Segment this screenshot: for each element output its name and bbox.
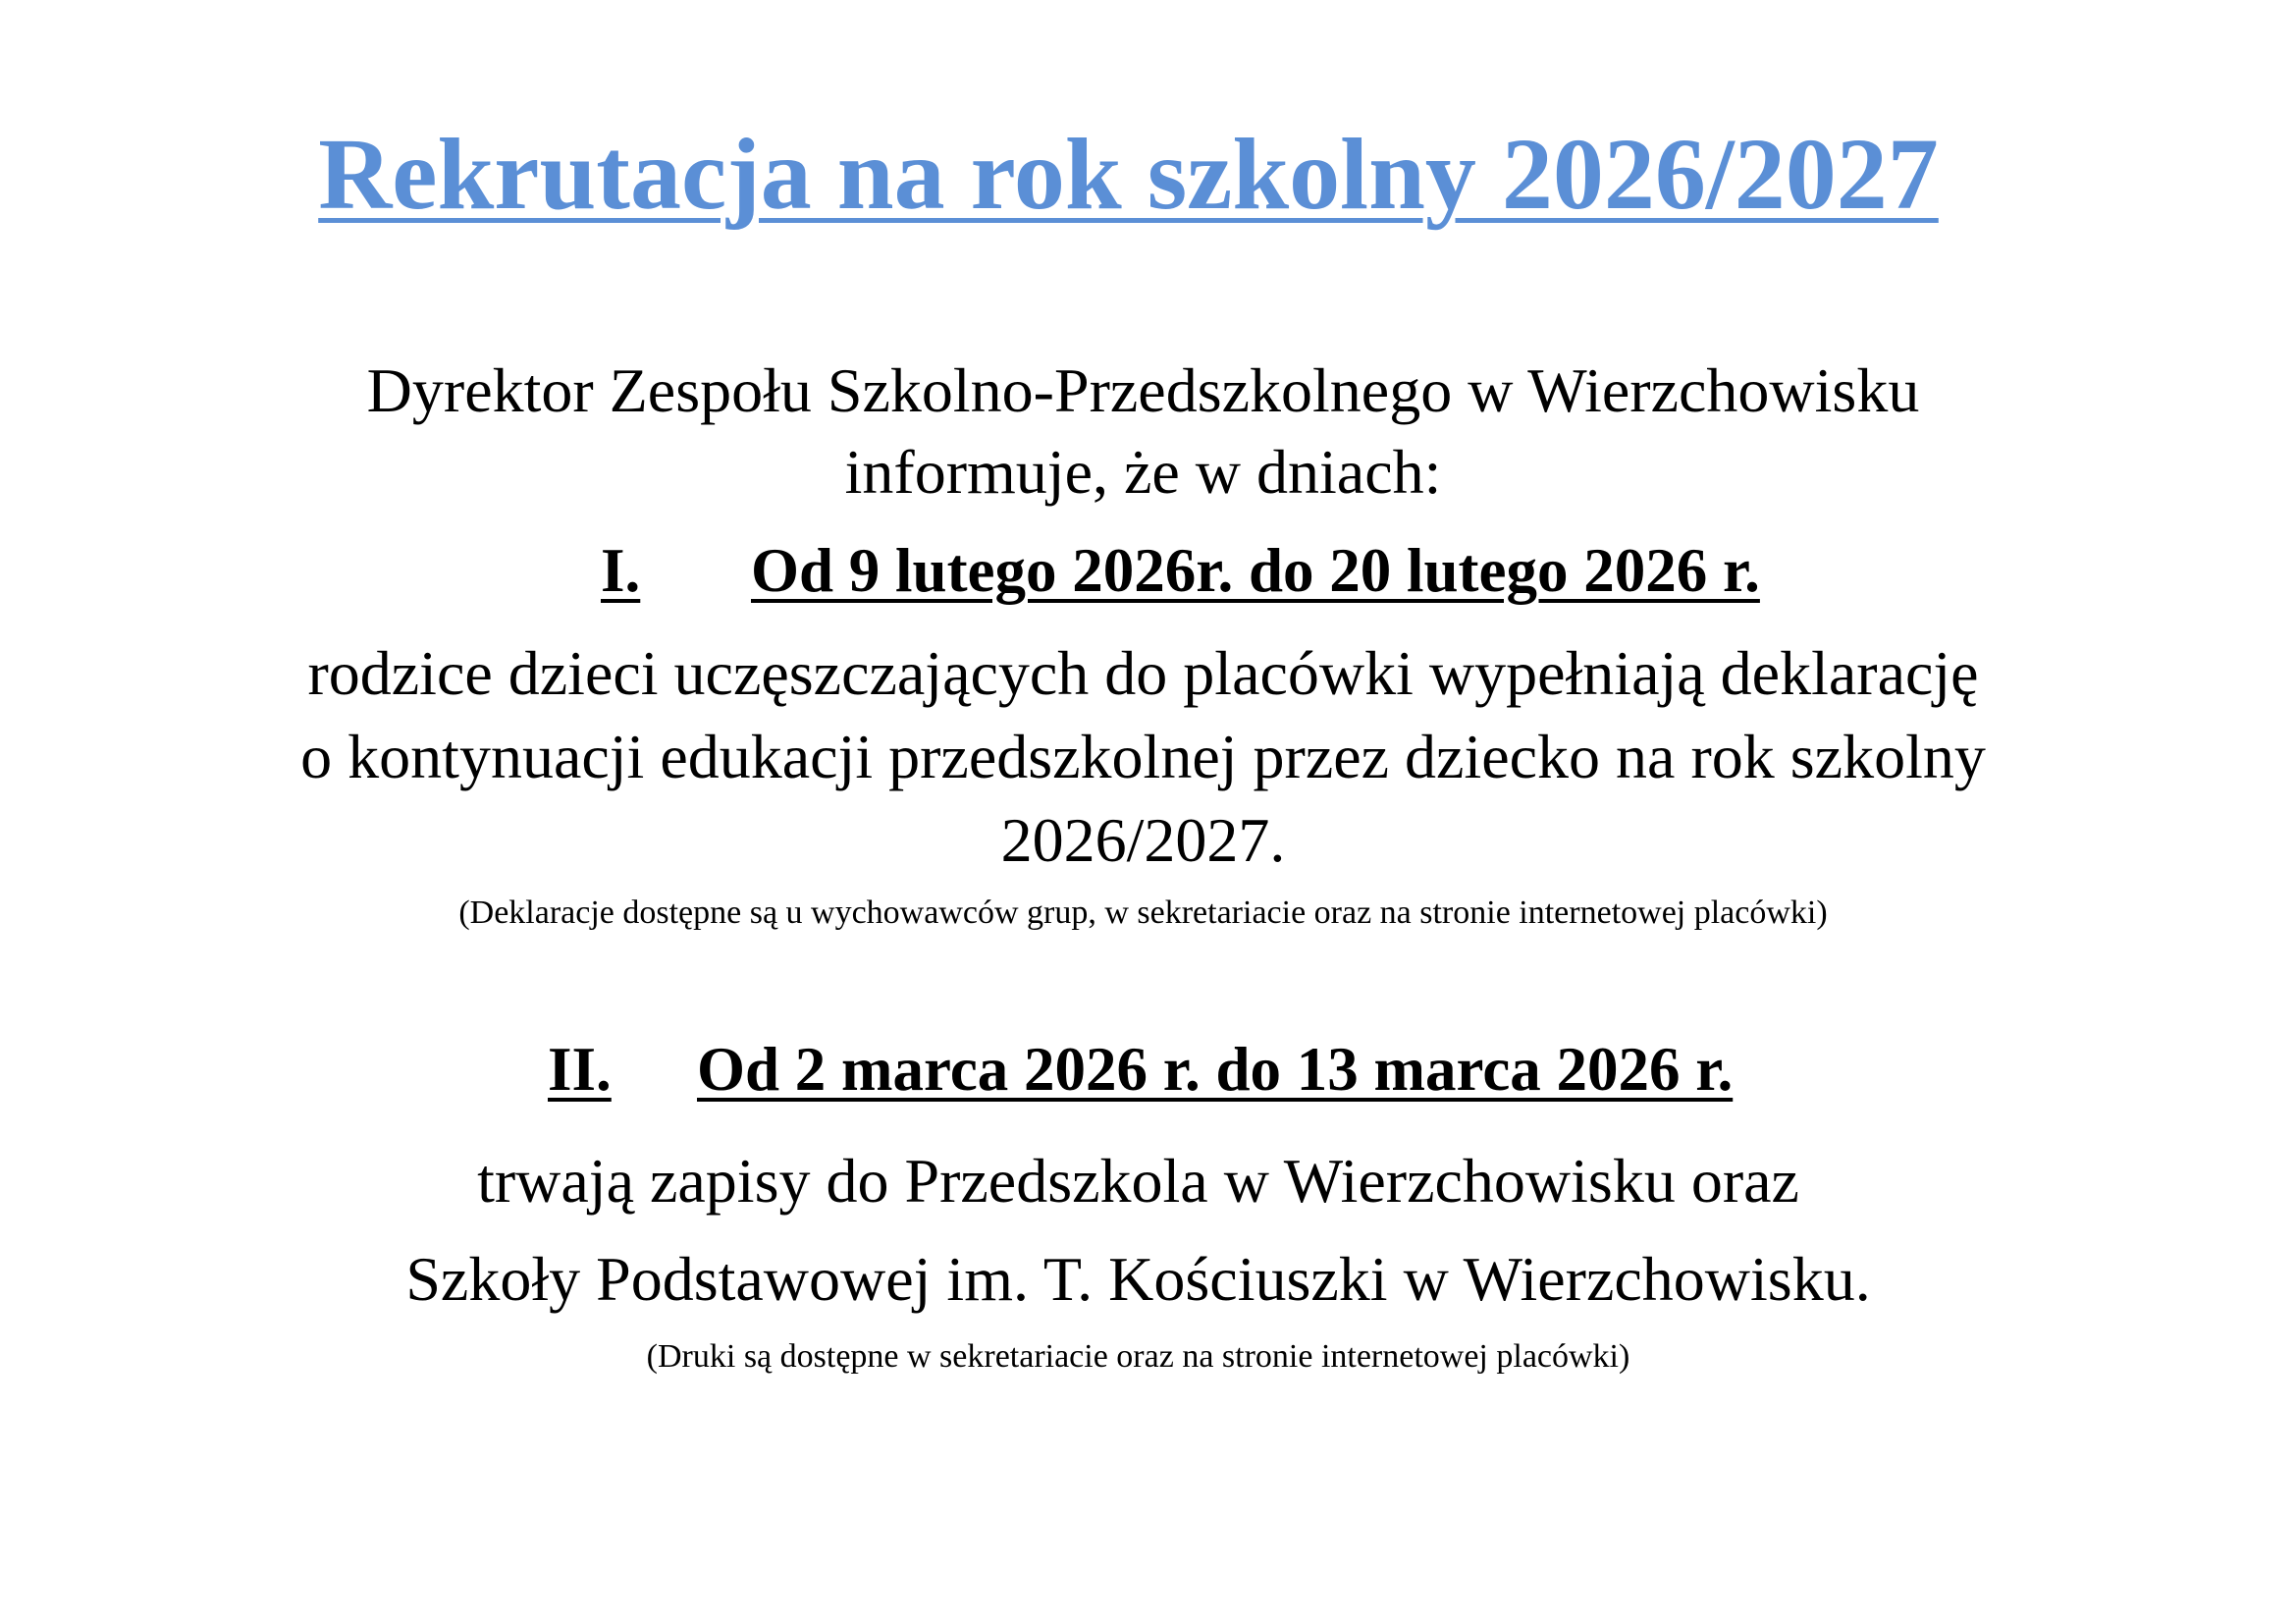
- intro-line: Dyrektor Zespołu Szkolno-Przedszkolnego w Wierzchowisku: [366, 355, 1920, 425]
- section-date-range: Od 9 lutego 2026r. do 20 lutego 2026 r.: [751, 536, 1760, 605]
- body-line: rodzice dzieci uczęszczających do placówki wypełniają deklarację: [307, 638, 1979, 708]
- section-body: [0, 631, 2291, 882]
- section-date-range: Od 2 marca 2026 r. do 13 marca 2026 r.: [697, 1035, 1734, 1104]
- intro-line: informuje, że w dniach:: [844, 437, 1442, 507]
- body-line: o kontynuacji edukacji przedszkolnej przez dziecko na rok szkolny: [300, 722, 1986, 791]
- body-line: trwają zapisy do Przedszkola w Wierzchowisku oraz: [477, 1146, 1799, 1216]
- section-note: (Druki są dostępne w sekretariacie oraz na stronie internetowej placówki): [646, 1338, 1630, 1375]
- section-number: I.: [601, 536, 641, 605]
- body-line: 2026/2027.: [1000, 805, 1286, 875]
- section-heading: [0, 1035, 2296, 1108]
- section-body: [0, 1132, 2286, 1328]
- intro-paragraph: [0, 350, 2291, 513]
- page-title: Rekrutacja na rok szkolny 2026/2027: [318, 118, 1939, 231]
- section-note: (Deklaracje dostępne są u wychowawców grup, w sekretariacie oraz na stronie internetowej placówki): [458, 894, 1828, 931]
- section-number: II.: [548, 1035, 612, 1104]
- body-line: Szkoły Podstawowej im. T. Kościuszki w Wierzchowisku.: [405, 1244, 1871, 1314]
- section-heading: [0, 536, 2296, 609]
